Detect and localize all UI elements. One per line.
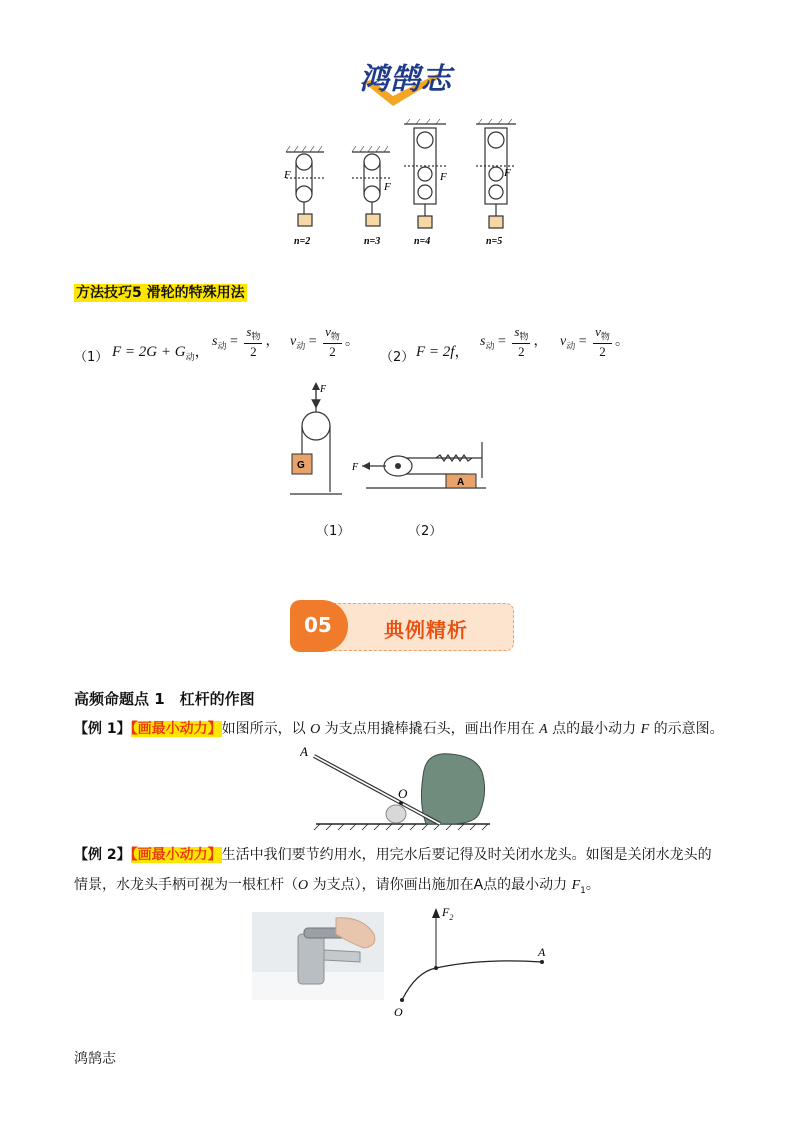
diagram-label-O: O — [394, 1005, 403, 1019]
pulley-label-n4: n=4 — [414, 236, 431, 247]
logo-text: 鸿鹄志 — [359, 62, 452, 97]
item1-label: （1） — [74, 350, 109, 365]
lever-label-O: O — [398, 786, 408, 801]
brand-logo — [345, 52, 465, 110]
fig2-label-F: F — [352, 462, 359, 473]
item2-label: （2） — [380, 350, 415, 365]
force-label-n2: F — [284, 169, 291, 181]
pulley-label-n3: n=3 — [364, 236, 381, 247]
faucet-photo — [252, 912, 384, 1000]
fig2-label-A: A — [457, 477, 465, 488]
fig1-label-F: F — [320, 384, 327, 395]
lever-rock-figure — [300, 742, 500, 832]
pulley-label-n5: n=5 — [486, 236, 503, 247]
force-label-n4: F — [440, 171, 447, 183]
topic-title: 高频命题点 1 杠杆的作图 — [74, 690, 255, 708]
section-title: 典例精析 — [384, 618, 468, 642]
lever-label-A: A — [300, 744, 308, 759]
special-pulley-figure — [286, 382, 506, 502]
faucet-lever-diagram — [392, 900, 562, 1020]
example2-line1: 【例 2】【画最小动力】生活中我们要节约用水，用完水后要记得及时关闭水龙头。如图是关闭水龙头的 — [74, 847, 712, 863]
example2-line2: 情景，水龙头手柄可视为一根杠杆（O 为支点），请你画出施加在A点的最小动力 $F_1$。 — [74, 877, 600, 896]
item1-formula: $F = 2G + G_动$， — [112, 344, 210, 363]
pulley-systems-figure — [280, 118, 530, 250]
item2-formula: F = 2f， — [416, 344, 470, 360]
example1-tag: 【画最小动力】 — [130, 721, 222, 737]
diagram-label-A: A — [538, 945, 546, 959]
fig-caption-1: （1） — [316, 524, 351, 539]
method5-formulas — [74, 320, 734, 370]
force-label-n5: F — [504, 167, 511, 179]
fig-caption-2: （2） — [408, 524, 443, 539]
item1-s-relation: $s_动$ = $\frac{s_物}{2}$ ， — [212, 324, 280, 359]
example2-tag: 【画最小动力】 — [130, 847, 222, 863]
item2-v-relation: $v_动$ = $\frac{v_物}{2}$ 。 — [560, 324, 629, 359]
example2-text — [74, 840, 734, 906]
diagram-label-F2: $F_2$ — [442, 905, 454, 922]
section-number: 05 — [304, 613, 332, 637]
method5-title: 方法技巧5 滑轮的特殊用法 — [76, 285, 245, 301]
item2-s-relation: $s_动$ = $\frac{s_物}{2}$ ， — [480, 324, 548, 359]
pulley-label-n2: n=2 — [294, 236, 311, 247]
fig1-label-G: G — [297, 460, 305, 471]
footer-text: 鸿鹄志 — [74, 1051, 116, 1067]
example1-text: 【例 1】【画最小动力】如图所示，以 O 为支点用撬棒撬石头，画出作用在 A 点的最小动力 F 的示意图。 — [74, 721, 724, 737]
item1-v-relation: $v_动$ = $\frac{v_物}{2}$ 。 — [290, 324, 359, 359]
section-banner — [290, 600, 514, 654]
force-label-n3: F — [384, 181, 391, 193]
